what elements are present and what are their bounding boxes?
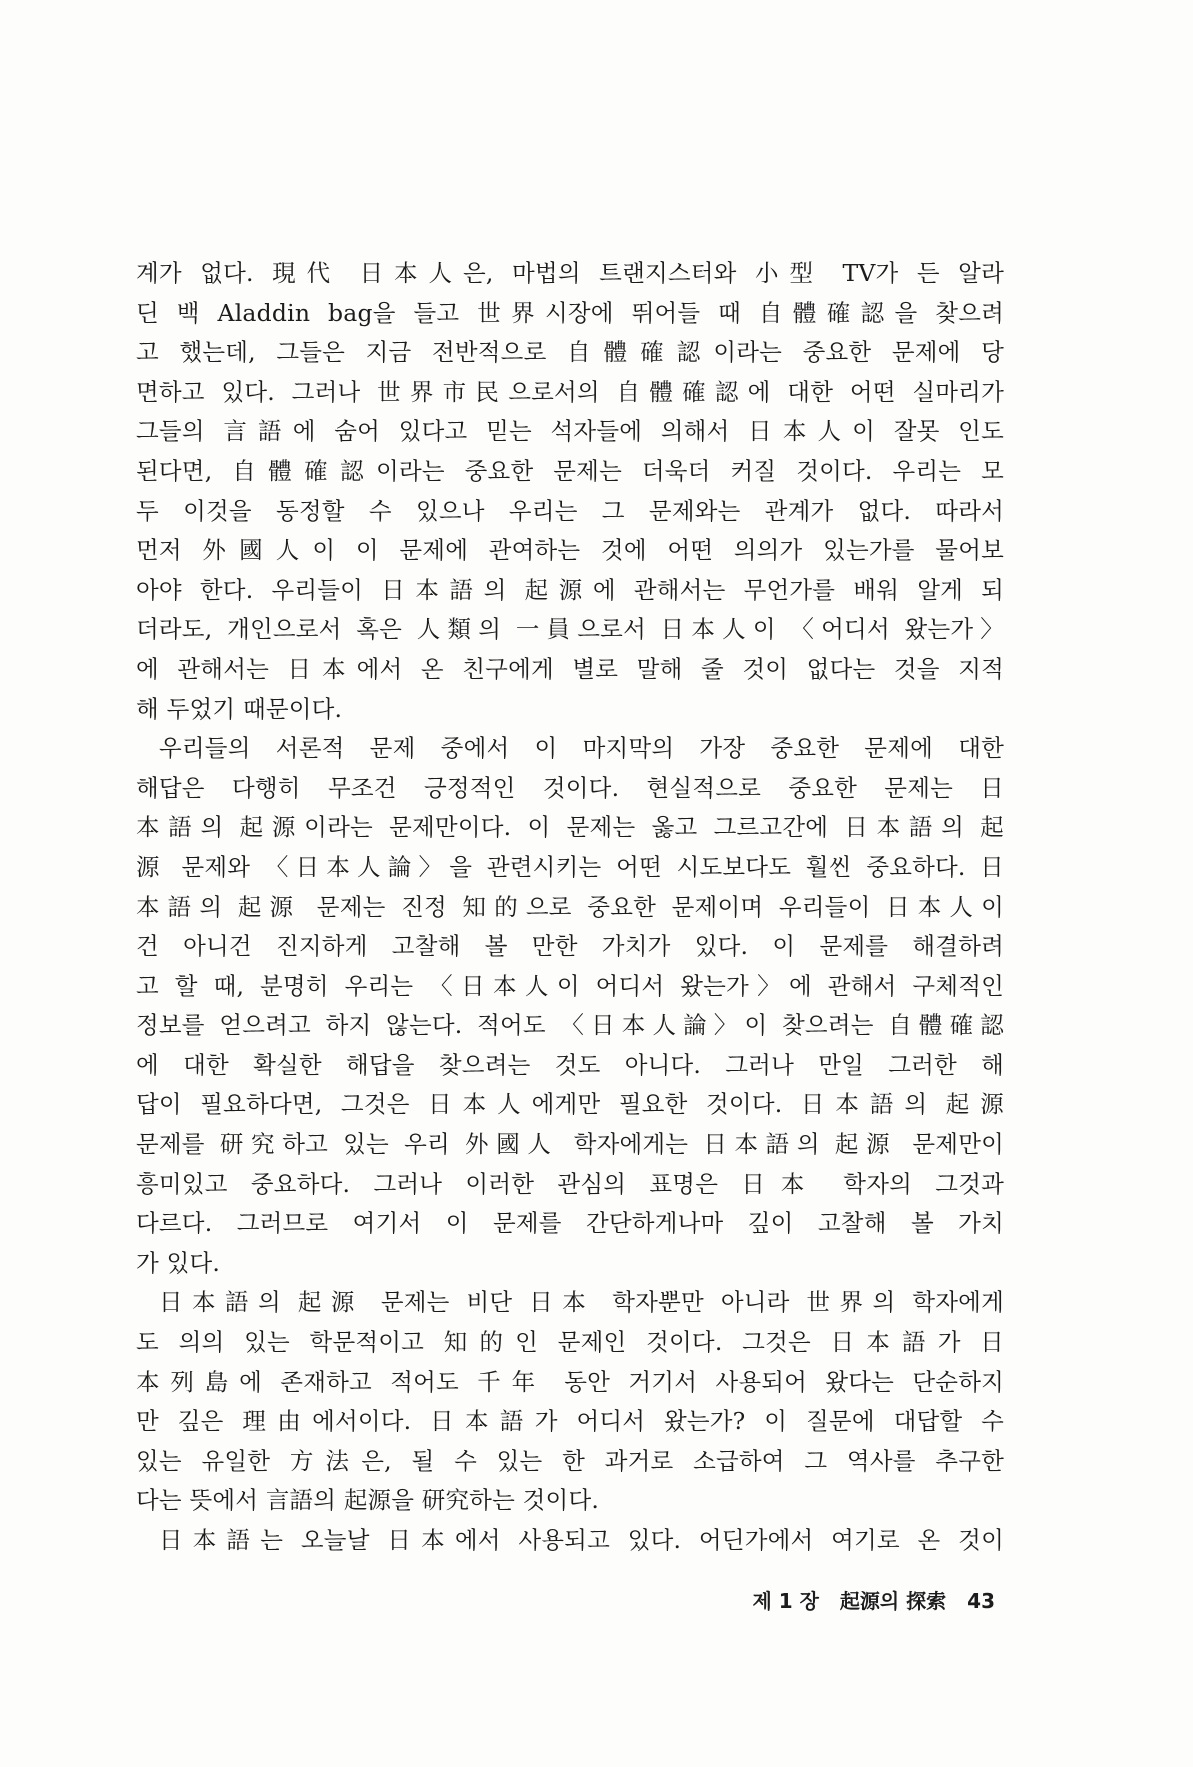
text-line: 두 이것을 동정할 수 있으나 우리는 그 문제와는 관계가 없다. 따라서 [136, 496, 1004, 525]
text-line: 먼저 外國人이 이 문제에 관여하는 것에 어떤 의의가 있는가를 물어보 [136, 536, 1004, 565]
text-line: 흥미있고 중요하다. 그러나 이러한 관심의 표명은 日本 학자의 그것과 [136, 1169, 1004, 1198]
text-line: 된다면, 自體確認이라는 중요한 문제는 더욱더 커질 것이다. 우리는 모 [136, 456, 1004, 485]
running-footer [752, 1585, 995, 1614]
text-line: 日本語의 起源 문제는 비단 日本 학자뿐만 아니라 世界의 학자에게 [159, 1288, 1004, 1317]
page-number: 43 [967, 1589, 995, 1613]
section-title: 起源의 探索 [839, 1589, 947, 1613]
text-line: 源 문제와 〈日本人論〉을 관련시키는 어떤 시도보다도 훨씬 중요하다. 日 [136, 852, 1004, 881]
text-line: 도 의의 있는 학문적이고 知的인 문제인 것이다. 그것은 日本語가 日 [136, 1328, 1004, 1357]
text-line: 다르다. 그러므로 여기서 이 문제를 간단하게나마 깊이 고찰해 볼 가치 [136, 1209, 1004, 1238]
text-line: 해답은 다행히 무조건 긍정적인 것이다. 현실적으로 중요한 문제는 日 [136, 773, 1004, 802]
text-line: 정보를 얻으려고 하지 않는다. 적어도 〈日本人論〉이 찾으려는 自體確認 [136, 1011, 1004, 1040]
text-line: 딘 백 Aladdin bag을 들고 世界시장에 뛰어들 때 自體確認을 찾으려 [136, 298, 1004, 327]
chapter-label: 제 1 장 [752, 1589, 819, 1613]
text-line: 계가 없다. 現代 日本人은, 마법의 트랜지스터와 小型 TV가 든 알라 [136, 259, 1004, 287]
text-line: 다는 뜻에서 言語의 起源을 研究하는 것이다. [136, 1486, 600, 1515]
text-line: 本語의 起源 문제는 진정 知的으로 중요한 문제이며 우리들이 日本人이 [136, 892, 1004, 921]
text-line: 고 할 때, 분명히 우리는 〈日本人이 어디서 왔는가〉에 관해서 구체적인 [136, 971, 1004, 1000]
text-line: 그들의 言語에 숨어 있다고 믿는 석자들에 의해서 日本人이 잘못 인도 [136, 417, 1004, 446]
text-line: 本列島에 존재하고 적어도 千年 동안 거기서 사용되어 왔다는 단순하지 [136, 1367, 1004, 1396]
text-line: 건 아니건 진지하게 고찰해 볼 만한 가치가 있다. 이 문제를 해결하려 [136, 932, 1004, 961]
text-line: 에 관해서는 日本에서 온 친구에게 별로 말해 줄 것이 없다는 것을 지적 [136, 654, 1004, 683]
text-line: 있는 유일한 方法은, 될 수 있는 한 과거로 소급하여 그 역사를 추구한 [136, 1446, 1004, 1475]
text-line: 本語의 起源이라는 문제만이다. 이 문제는 옳고 그르고간에 日本語의 起 [136, 813, 1004, 842]
text-line: 더라도, 개인으로서 혹은 人類의 一員으로서 日本人이 〈어디서 왔는가〉 [136, 615, 1004, 644]
text-line: 문제를 研究하고 있는 우리 外國人 학자에게는 日本語의 起源 문제만이 [136, 1130, 1004, 1159]
text-line: 만 깊은 理由에서이다. 日本語가 어디서 왔는가? 이 질문에 대답할 수 [136, 1407, 1004, 1436]
text-line: 가 있다. [136, 1248, 221, 1277]
text-line: 日本語는 오늘날 日本에서 사용되고 있다. 어딘가에서 여기로 온 것이 [159, 1526, 1004, 1554]
body-text [136, 254, 1004, 1561]
text-line: 아야 한다. 우리들이 日本語의 起源에 관해서는 무언가를 배워 알게 되 [136, 575, 1004, 604]
text-line: 우리들의 서론적 문제 중에서 이 마지막의 가장 중요한 문제에 대한 [159, 734, 1004, 763]
text-line: 에 대한 확실한 해답을 찾으려는 것도 아니다. 그러나 만일 그러한 해 [136, 1050, 1004, 1079]
text-line: 해 두었기 때문이다. [136, 694, 343, 723]
text-line: 답이 필요하다면, 그것은 日本人에게만 필요한 것이다. 日本語의 起源 [136, 1090, 1004, 1119]
text-line: 면하고 있다. 그러나 世界市民으로서의 自體確認에 대한 어떤 실마리가 [136, 377, 1004, 406]
text-line: 고 했는데, 그들은 지금 전반적으로 自體確認이라는 중요한 문제에 당 [136, 338, 1004, 367]
